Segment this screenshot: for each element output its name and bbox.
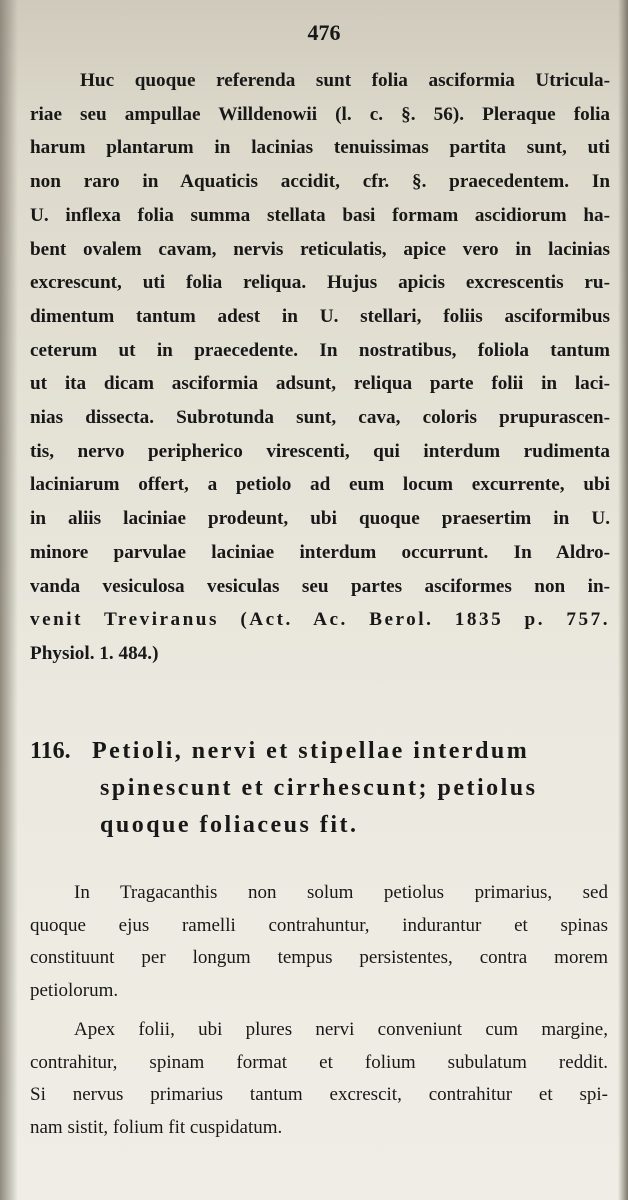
text-line: in aliis laciniae prodeunt, ubi quoque praesertim in U. xyxy=(30,508,610,530)
text-line: ceterum ut in praecedente. In nostratibus, foliola tantum xyxy=(30,339,610,361)
text-line: dimentum tantum adest in U. stellari, foliis asciformibus xyxy=(30,305,610,327)
text-line: petiolorum. xyxy=(30,979,119,1001)
text-line: venit Treviranus (Act. Ac. Berol. 1835 p. 757. xyxy=(30,609,610,631)
heading-line: Petioli, nervi et stipellae interdum xyxy=(92,738,530,764)
text-line: tis, nervo peripherico virescenti, qui interdum rudimenta xyxy=(30,440,610,462)
heading-line: spinescunt et cirrhescunt; petiolus xyxy=(100,775,538,801)
text-line: ut ita dicam asciformia adsunt, reliqua parte folii in laci- xyxy=(30,373,610,395)
text-line: constituunt per longum tempus persistentes, contra morem xyxy=(30,947,608,968)
paragraph-tragacanthis xyxy=(30,877,608,1007)
text-line: contrahitur, spinam format et folium subulatum reddit. xyxy=(30,1051,608,1073)
text-line: In Tragacanthis non solum petiolus primarius, sed xyxy=(74,882,608,903)
text-line: Huc quoque referenda sunt folia asciformia Utricula- xyxy=(80,70,610,91)
text-line: riae seu ampullae Willdenowii (l. c. §. 56). Pleraque folia xyxy=(30,103,610,125)
text-line: Physiol. 1. 484.) xyxy=(30,642,159,664)
paragraph-utricularia xyxy=(30,64,610,671)
text-line: excrescunt, uti folia reliqua. Hujus apicis excrescentis ru- xyxy=(30,272,610,294)
paragraph-apex-folii xyxy=(30,1014,608,1144)
heading-line: quoque foliaceus fit. xyxy=(100,812,359,838)
section-number: 116. xyxy=(30,738,71,764)
text-line: nam sistit, folium fit cuspidatum. xyxy=(30,1116,283,1138)
text-line: Si nervus primarius tantum excrescit, contrahitur et spi- xyxy=(30,1084,608,1105)
text-line: bent ovalem cavam, nervis reticulatis, apice vero in lacinias xyxy=(30,238,610,260)
text-line: U. inflexa folia summa stellata basi formam ascidiorum ha- xyxy=(30,204,610,226)
text-line: quoque ejus ramelli contrahuntur, indurantur et spinas xyxy=(30,914,608,936)
section-heading xyxy=(30,733,612,844)
text-line: vanda vesiculosa vesiculas seu partes asciformes non in- xyxy=(30,575,610,597)
text-line: nias dissecta. Subrotunda sunt, cava, coloris prupurascen- xyxy=(30,407,610,429)
text-line: Apex folii, ubi plures nervi conveniunt cum margine, xyxy=(74,1019,608,1040)
page-number: 476 xyxy=(307,20,341,45)
text-line: non raro in Aquaticis accidit, cfr. §. praecedentem. In xyxy=(30,171,610,193)
text-line: harum plantarum in lacinias tenuissimas partita sunt, uti xyxy=(30,137,610,159)
text-line: laciniarum offert, a petiolo ad eum locum excurrente, ubi xyxy=(30,474,610,496)
text-line: minore parvulae laciniae interdum occurrunt. In Aldro- xyxy=(30,541,610,563)
